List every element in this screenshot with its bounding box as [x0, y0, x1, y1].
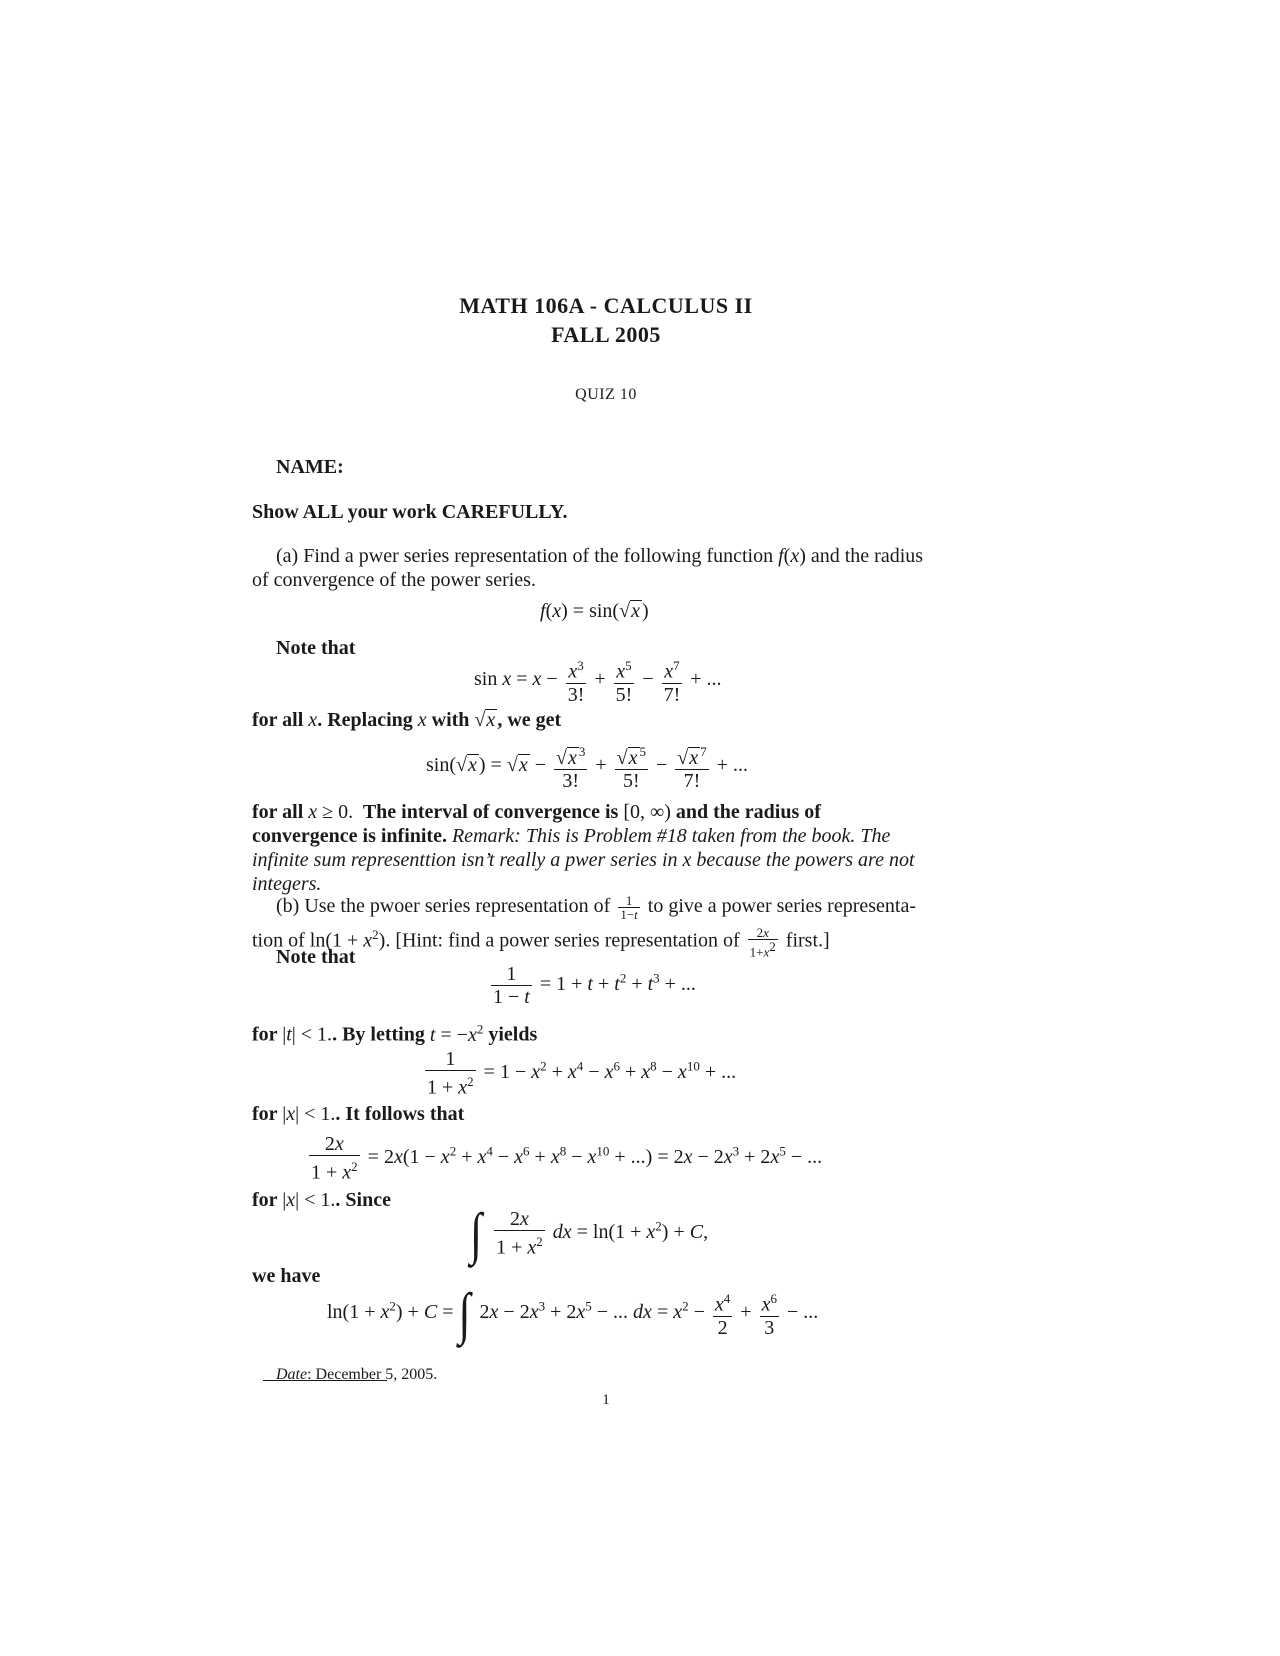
part-a-prompt-line2: of convergence of the power series. — [252, 569, 536, 591]
equation-sin-series: sin x = x − $\frac{x^3}{3!}$ + $\frac{x^5}{5!}$ − $\frac{x^7}{7!}$ + ... — [474, 655, 722, 706]
term-title: FALL 2005 — [551, 322, 661, 347]
course-title: MATH 106A - CALCULUS II — [459, 293, 753, 318]
quiz-title: QUIZ 10 — [575, 386, 637, 403]
part-b-prompt-line1: (b) Use the pwoer series representation of $\frac{1}{1-t}$ to give a power series representa- — [276, 893, 917, 922]
name-label: NAME: — [276, 456, 344, 478]
equation-sin-sqrt-series: sin(√x ) = √x − $\frac{√x ^3}{3!}$ + $\frac{√x ^5}{5!}$ − $\frac{√x ^7}{7!}$ + ... — [426, 741, 748, 792]
conclusion-a-line2: convergence is infinite. Remark: This is Problem #18 taken from the book. The — [252, 825, 891, 847]
equation-ln-series: $\ln(1 + x^2) + C$ = ∫ $2x - 2x^3 + 2x^5$ − ... dx = $x^2$ − $\frac{x^4}{2}$ + $\frac{x^6}{3}$ − ... — [327, 1281, 819, 1346]
equation-2x-series: $\frac{2x}{1 + x^2}$ = $2x(1 - x^2 + x^4 - x^6 + x^8 - x^{10}$ + ...) = $2x - 2x^3 + 2x^5$ − ... — [311, 1133, 823, 1184]
equation-substituted-series: $\frac{1}{1 + x^2}$ = $1 - x^2 + x^4 - x^6 + x^8 - x^{10}$ + ... — [427, 1048, 737, 1099]
remark-line2: infinite sum representtion isn’t really a pwer series in x because the powers are not — [252, 849, 915, 871]
footnote-date: Date: December 5, 2005. — [276, 1366, 438, 1383]
note-that-a: Note that — [276, 637, 356, 659]
we-have: we have — [252, 1265, 321, 1287]
part-b-prompt-line2: tion of $\ln(1 + x^2)$. [Hint: find a power series representation of $\frac{2x}{1+x^2}$ first.] — [252, 924, 830, 960]
remark-line3: integers. — [252, 873, 322, 895]
equation-integral-ln: ∫ $\frac{2x}{1 + x^2}$ dx = $\ln(1 + x^2) + C$, — [470, 1201, 709, 1266]
note-that-b: Note that — [276, 946, 356, 968]
instruction: Show ALL your work CAREFULLY. — [252, 501, 568, 523]
part-a-prompt-line1: (a) Find a pwer series representation of the following function f(x) and the radius — [276, 545, 924, 567]
since-line: for |x| < 1.. Since — [252, 1189, 391, 1211]
conclusion-a-line1: for all x ≥ 0. The interval of convergence is [0, ∞) and the radius of — [252, 801, 821, 823]
equation-geometric-series: $\frac{1}{1 - t}$ = $1 + t + t^2 + t^3$ + ... — [493, 963, 696, 1008]
replacing-line: for all x. Replacing x with √x , we get — [252, 709, 562, 731]
equation-f-of-x: f(x) = sin(√x ) — [540, 600, 649, 622]
letting-line: for |t| < 1.. By letting $t = -x^2$ yields — [252, 1021, 538, 1046]
follows-line: for |x| < 1.. It follows that — [252, 1103, 465, 1125]
page-number: 1 — [602, 1392, 610, 1408]
